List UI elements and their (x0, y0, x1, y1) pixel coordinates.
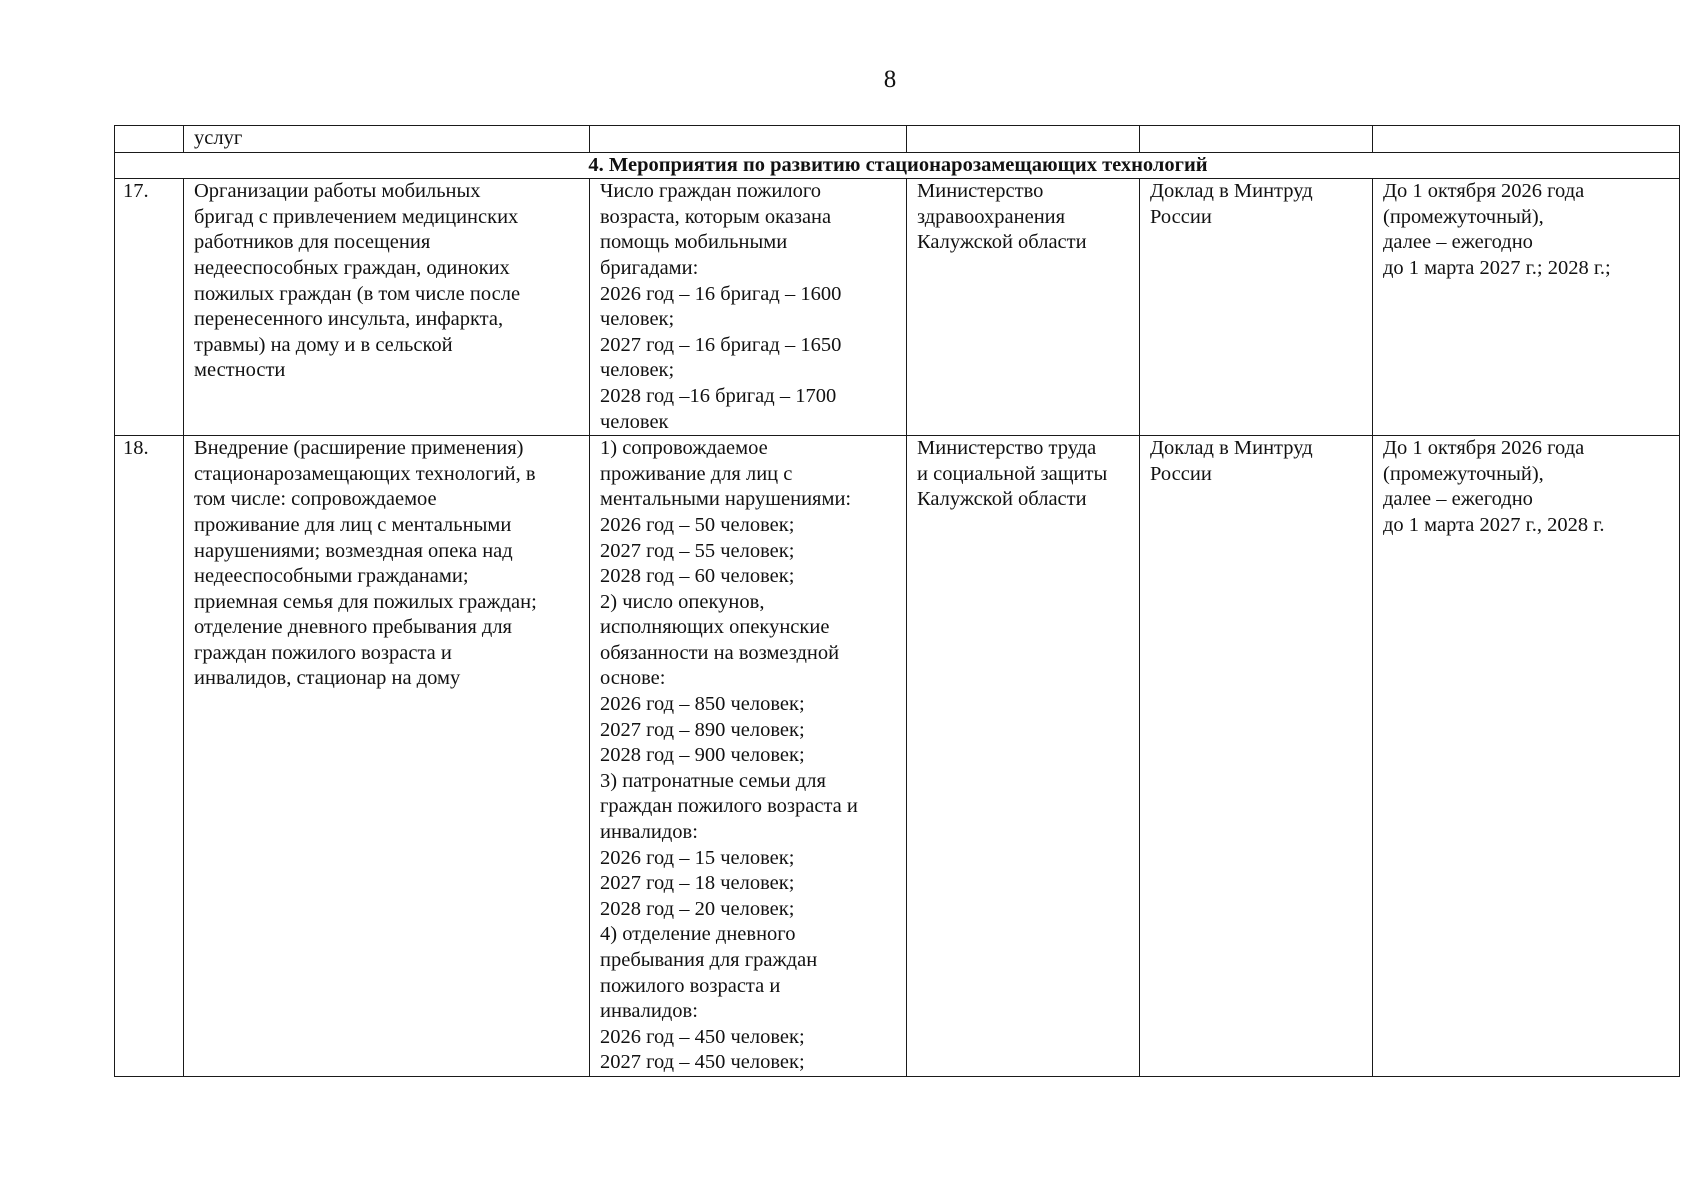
cell-text-line: 2028 год – 20 человек; (600, 897, 795, 920)
cell-activity: услуг (184, 126, 590, 153)
cell-text-line: Число граждан пожилого (600, 180, 822, 203)
cell-text-line: 1) сопровождаемое (600, 437, 768, 460)
cell-executor (907, 436, 1140, 1077)
cell-text-line: 3) патронатные семьи для (600, 769, 826, 792)
cell-text-line: России (1150, 205, 1212, 228)
cell-text-line: травмы) на дому и в сельской (194, 333, 453, 356)
cell-text-line: ментальными нарушениями: (600, 488, 852, 511)
cell-text-line: Доклад в Минтруд (1150, 437, 1313, 460)
cell-number: 17. (115, 179, 184, 436)
cell-text-line: инвалидов, стационар на дому (194, 667, 461, 690)
cell-text-line: граждан пожилого возраста и (600, 795, 858, 818)
cell-text-line: 2027 год – 450 человек; (600, 1051, 805, 1074)
cell-text-line: 2028 год – 900 человек; (600, 744, 805, 767)
cell-number (115, 126, 184, 153)
cell-indicator (590, 436, 907, 1077)
cell-text-line: обязанности на возмездной (600, 641, 840, 664)
cell-activity (184, 179, 590, 436)
cell-text-line: перенесенного инсульта, инфаркта, (194, 308, 504, 331)
cell-text-line: пожилых граждан (в том числе после (194, 282, 521, 305)
cell-text-line: До 1 октября 2026 года (1383, 437, 1585, 460)
cell-text-line: здравоохранения (917, 205, 1066, 228)
cell-text-line: помощь мобильными (600, 231, 788, 254)
cell-text-line: Внедрение (расширение применения) (194, 437, 524, 460)
cell-text-line: основе: (600, 667, 666, 690)
cell-indicator (590, 179, 907, 436)
cell-result (1140, 179, 1373, 436)
cell-text-line: Министерство (917, 180, 1044, 203)
cell-text-line: возраста, которым оказана (600, 205, 832, 228)
cell-text-line: работников для посещения (194, 231, 431, 254)
cell-text-line: исполняющих опекунские (600, 616, 830, 639)
section-title: 4. Мероприятия по развитию стационарозамещающих технологий (115, 152, 1680, 179)
cell-text-line: том числе: сопровождаемое (194, 488, 437, 511)
cell-text-line: 2028 год –16 бригад – 1700 (600, 384, 837, 407)
cell-text-line: проживание для лиц с (600, 462, 793, 485)
cell-text-line: до 1 марта 2027 г., 2028 г. (1383, 513, 1605, 536)
cell-text-line: пребывания для граждан (600, 949, 818, 971)
cell-result (1140, 436, 1373, 1077)
cell-text-line: 2) число опекунов, (600, 590, 765, 613)
cell-text-line: человек (600, 410, 669, 433)
cell-text-line: бригад с привлечением медицинских (194, 205, 519, 228)
cell-activity (184, 436, 590, 1077)
cell-text-line: инвалидов: (600, 1000, 698, 1023)
cell-text-line: местности (194, 359, 286, 382)
cell-number: 18. (115, 436, 184, 1077)
cell-text-line: Калужской области (917, 488, 1087, 511)
cell-text-line: 2027 год – 890 человек; (600, 718, 805, 741)
cell-text-line: 2027 год – 18 человек; (600, 872, 795, 895)
table-row (115, 179, 1680, 436)
cell-deadline (1373, 436, 1680, 1077)
cell-text-line: 2028 год – 60 человек; (600, 565, 795, 588)
cell-text-line: До 1 октября 2026 года (1383, 180, 1585, 203)
cell-text-line: 4) отделение дневного (600, 923, 796, 946)
cell-text-line: человек; (600, 359, 675, 382)
cell-text-line: Организации работы мобильных (194, 180, 481, 203)
cell-deadline (1373, 179, 1680, 436)
cell-text-line: недееспособных граждан, одиноких (194, 256, 510, 279)
table-row-continuation (115, 126, 1680, 153)
cell-text-line: (промежуточный), (1383, 205, 1544, 228)
cell-text-line: проживание для лиц с ментальными (194, 513, 512, 536)
cell-result (1140, 126, 1373, 153)
cell-text-line: граждан пожилого возраста и (194, 641, 452, 664)
cell-text-line: и социальной защиты (917, 462, 1108, 485)
cell-text-line: 2026 год – 15 человек; (600, 846, 795, 869)
cell-text-line: Калужской области (917, 231, 1087, 254)
cell-text-line: стационарозамещающих технологий, в (194, 462, 536, 485)
cell-text-line: 2026 год – 850 человек; (600, 693, 805, 716)
cell-text-line: до 1 марта 2027 г.; 2028 г.; (1383, 256, 1611, 279)
section-header-row (115, 152, 1680, 179)
cell-deadline (1373, 126, 1680, 153)
cell-text-line: инвалидов: (600, 821, 698, 844)
cell-text-line: 2026 год – 450 человек; (600, 1025, 805, 1048)
cell-indicator (590, 126, 907, 153)
cell-text-line: России (1150, 462, 1212, 485)
cell-text-line: далее – ежегодно (1383, 488, 1533, 511)
cell-text-line: нарушениями; возмездная опека над (194, 539, 513, 562)
cell-text-line: недееспособными гражданами; (194, 565, 469, 588)
cell-text-line: Министерство труда (917, 437, 1097, 460)
cell-text-line: 2027 год – 16 бригад – 1650 (600, 333, 842, 356)
cell-text-line: (промежуточный), (1383, 462, 1544, 485)
cell-text-line: приемная семья для пожилых граждан; (194, 590, 537, 613)
cell-text-line: 2027 год – 55 человек; (600, 539, 795, 562)
cell-text-line: 2026 год – 16 бригад – 1600 (600, 282, 842, 305)
cell-executor (907, 179, 1140, 436)
cell-text-line: отделение дневного пребывания для (194, 616, 512, 639)
page-number: 8 (883, 66, 897, 93)
activities-table (114, 125, 1680, 1077)
cell-text-line: далее – ежегодно (1383, 231, 1533, 254)
cell-text-line: 2026 год – 50 человек; (600, 513, 795, 536)
table-row (115, 436, 1680, 1077)
cell-text-line: бригадами: (600, 256, 699, 279)
cell-text-line: человек; (600, 308, 675, 331)
cell-text-line: Доклад в Минтруд (1150, 180, 1313, 203)
cell-text-line: пожилого возраста и (600, 974, 781, 997)
cell-executor (907, 126, 1140, 153)
